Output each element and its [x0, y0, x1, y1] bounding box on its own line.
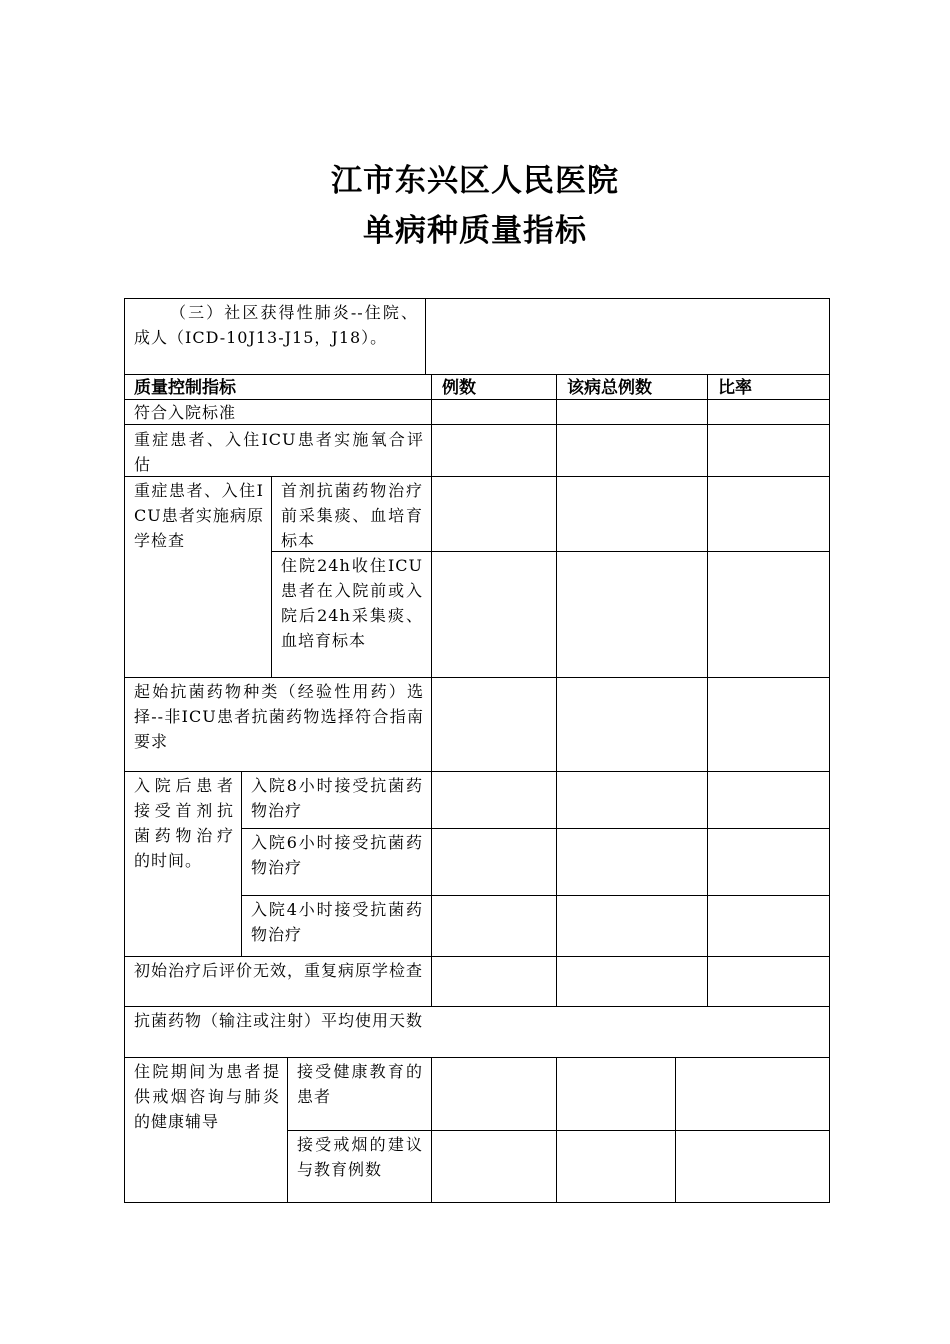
col-divider — [241, 771, 242, 957]
col-divider — [431, 1057, 432, 1203]
document-subtitle: 单病种质量指标 — [363, 213, 587, 249]
row-first-dose-6h: 入院6小时接受抗菌药物治疗 — [251, 833, 423, 877]
row-divider — [124, 677, 830, 678]
col-divider — [271, 476, 272, 678]
header-cases: 例数 — [442, 378, 476, 398]
row-divider — [241, 895, 830, 896]
row-divider — [124, 1057, 830, 1058]
col-divider — [431, 374, 432, 1007]
col-divider — [287, 1057, 288, 1203]
col-divider — [707, 374, 708, 1007]
table-border-left — [124, 298, 125, 1203]
row-antibiotic-days: 抗菌药物（输注或注射）平均使用天数 — [134, 1011, 424, 1030]
table-border-right — [829, 298, 830, 1203]
row-smoking-counsel-group: 住院期间为患者提供戒烟咨询与肺炎的健康辅导 — [134, 1062, 280, 1131]
row-initial-antibiotic-choice: 起始抗菌药物种类（经验性用药）选择--非ICU患者抗菌药物选择符合指南要求 — [134, 682, 424, 751]
row-pathogen-test-group: 重症患者、入住ICU患者实施病原学检查 — [134, 481, 264, 550]
row-divider — [124, 1006, 830, 1007]
col-divider — [556, 374, 557, 1007]
row-health-education: 接受健康教育的患者 — [297, 1062, 423, 1106]
row-divider — [124, 956, 830, 957]
header-rate: 比率 — [718, 378, 752, 398]
col-divider — [675, 1057, 676, 1203]
document-title: 江市东兴区人民医院 — [331, 163, 619, 199]
row-smoking-cessation-advice: 接受戒烟的建议与教育例数 — [297, 1135, 423, 1179]
table-border-bottom — [124, 1202, 830, 1203]
row-divider — [124, 374, 830, 375]
row-oxygenation-assessment: 重症患者、入住ICU患者实施氧合评估 — [134, 430, 424, 474]
header-total: 该病总例数 — [567, 378, 652, 398]
row-repeat-pathogen-test: 初始治疗后评价无效，重复病原学检查 — [134, 961, 424, 980]
header-indicator: 质量控制指标 — [134, 378, 236, 398]
section-title: （三）社区获得性肺炎--住院、成人（ICD-10J13-J15，J18）。 — [134, 303, 418, 347]
row-divider — [287, 1130, 830, 1131]
row-divider — [241, 828, 830, 829]
table-border-top — [124, 298, 830, 299]
row-first-dose-time-group: 入院后患者接受首剂抗菌药物治疗的时间。 — [134, 776, 234, 870]
row-admission-criteria: 符合入院标准 — [134, 403, 237, 422]
row-first-dose-8h: 入院8小时接受抗菌药物治疗 — [251, 776, 423, 820]
row-divider — [124, 771, 830, 772]
col-divider — [425, 298, 426, 375]
col-divider — [556, 1057, 557, 1203]
row-pathogen-test-sub2: 住院24h收住ICU患者在入院前或入院后24h采集痰、血培育标本 — [281, 556, 423, 650]
row-pathogen-test-sub1: 首剂抗菌药物治疗前采集痰、血培育标本 — [281, 481, 423, 550]
row-first-dose-4h: 入院4小时接受抗菌药物治疗 — [251, 900, 423, 944]
